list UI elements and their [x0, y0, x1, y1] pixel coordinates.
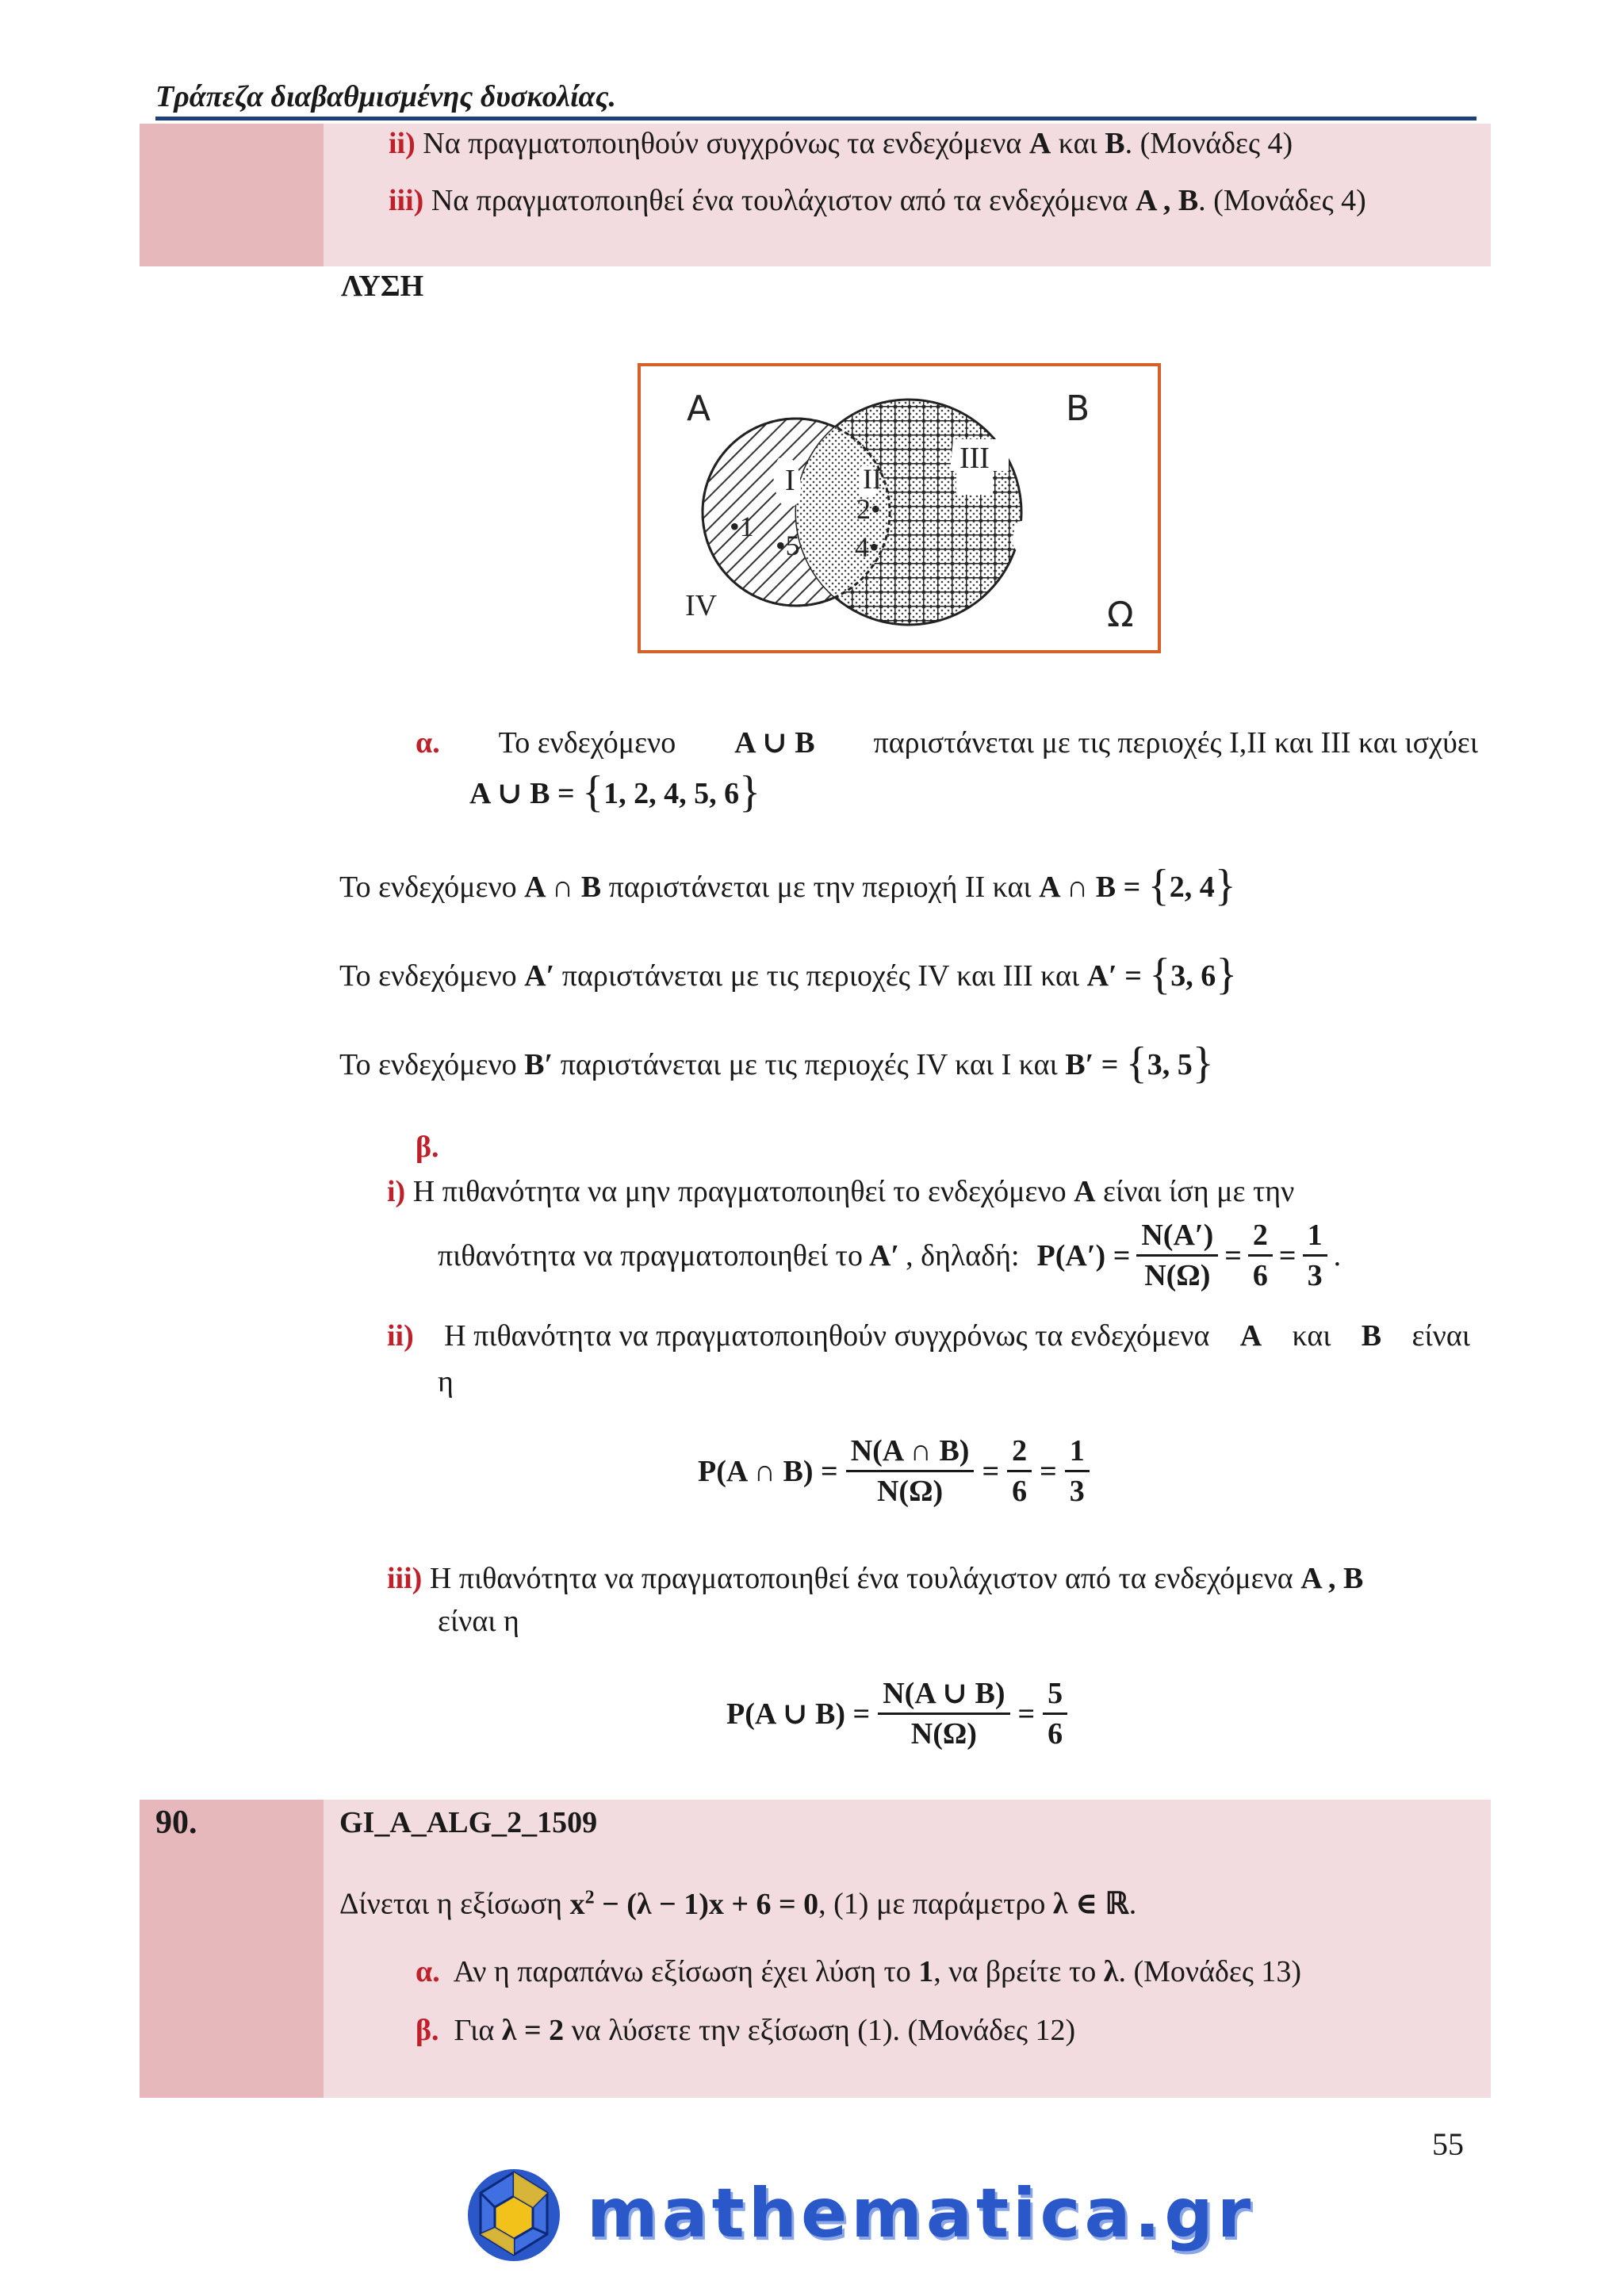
part-b-iii-line2: είναι η — [438, 1605, 519, 1638]
text: και — [1292, 1319, 1331, 1353]
part-b-ii-line1 — [387, 1318, 1470, 1354]
venn-element: •5 — [776, 530, 800, 561]
venn-element: 4• — [855, 531, 879, 563]
union-set-equation: Α ∪ Β = {1, 2, 4, 5, 6} — [469, 767, 760, 817]
b-complement-line: Το ενδεχόμενο Β′ παριστάνεται με τις περιοχές ΙV και Ι και Β′ = {3, 5} — [339, 1039, 1214, 1088]
equation-lhs: P(Α′) = — [1036, 1238, 1131, 1272]
text: Το ενδεχόμενο — [339, 1048, 517, 1081]
symbol: Α′ — [524, 959, 555, 993]
text: Το ενδεχόμενο — [339, 871, 517, 904]
part-label: α. — [416, 726, 440, 760]
fraction: $\frac{1}{3}$ — [1303, 1216, 1327, 1295]
points: . (Μονάδες 13) — [1118, 1955, 1302, 1988]
a-complement-line: Το ενδεχόμενο Α′ παριστάνεται με τις περιοχές ΙV και ΙΙΙ και Α′ = {3, 6} — [339, 950, 1238, 999]
fraction: $\frac{N(A \cap B)}{N(\Omega)}$ — [846, 1432, 975, 1510]
text: Για — [454, 2014, 495, 2047]
problem-code: GI_A_ALG_2_1509 — [339, 1806, 598, 1839]
symbol: Α — [1074, 1175, 1096, 1208]
symbol: Α′ — [868, 1238, 900, 1272]
page-number: 55 — [1432, 2126, 1464, 2162]
text: παριστάνεται με την περιοχή ΙΙ και — [608, 871, 1032, 904]
intersection-probability: P(Α ∩ Β) = $\frac{N(A \cap B)}{N(\Omega)}$ = $\frac{2}{6}$ = $\frac{1}{3}$ — [698, 1432, 1090, 1510]
equation-lhs: Α ∪ Β = — [469, 777, 575, 810]
part-b-label: β. — [416, 1131, 439, 1164]
part-b-iii-line1 — [387, 1560, 1363, 1597]
points: . (Μονάδες 4) — [1198, 184, 1366, 217]
fraction: $\frac{2}{6}$ — [1007, 1432, 1032, 1510]
fraction: $\frac{N(A')}{N(\Omega)}$ — [1136, 1216, 1218, 1295]
running-header: Τράπεζα διαβαθμισμένης δυσκολίας. — [155, 80, 617, 113]
text: Η πιθανότητα να μην πραγματοποιηθεί το ενδεχόμενο — [412, 1175, 1067, 1208]
text: , να βρείτε το — [933, 1955, 1097, 1988]
symbol: Α ∩ Β — [524, 871, 602, 904]
top-item-ii — [389, 125, 1293, 162]
part-b-i-line2: πιθανότητα να πραγματοποιηθεί το Α′ , δηλαδή: P(Α′) = $\frac{N(A')}{N(\Omega)}$ = $\frac{2}{6}$ = $\frac{1}{3}$ . — [438, 1216, 1341, 1295]
set-elements: 3, 5 — [1147, 1048, 1193, 1081]
region-iii-label: III — [959, 442, 990, 475]
solution-heading: ΛΥΣΗ — [341, 270, 424, 303]
region-iv-label: IV — [685, 589, 718, 622]
text: Το ενδεχόμενο — [498, 726, 676, 760]
region-i-label: I — [785, 464, 795, 497]
problem-90-side — [140, 1800, 324, 2098]
parameter: λ ∈ ℝ — [1052, 1887, 1129, 1921]
label-blob — [1013, 520, 1045, 554]
text: παριστάνεται με τις περιοχές ΙV και ΙΙΙ και — [561, 959, 1080, 993]
text: , (1) με παράμετρο — [818, 1887, 1046, 1921]
region-ii-label: II — [863, 463, 882, 495]
set-elements: 3, 6 — [1170, 959, 1216, 993]
symbol: Α , Β — [1135, 184, 1199, 217]
symbol: Α — [1028, 127, 1051, 160]
problem-number: 90. — [155, 1804, 197, 1841]
venn-element: 2• — [856, 493, 881, 525]
polyhedron-logo-icon — [465, 2166, 563, 2264]
text: είναι ίση με την — [1103, 1175, 1295, 1208]
header-rule — [155, 117, 1477, 121]
fraction: $\frac{2}{6}$ — [1248, 1216, 1273, 1295]
item-label: iii) — [389, 184, 424, 217]
text: είναι — [1411, 1319, 1470, 1353]
venn-element: •1 — [730, 511, 754, 542]
symbol: λ = 2 — [501, 2014, 565, 2047]
item-label: ii) — [387, 1319, 414, 1353]
text: πιθανότητα να πραγματοποιηθεί το — [438, 1238, 863, 1272]
set-a-label: A — [687, 388, 711, 429]
venn-diagram — [638, 363, 1161, 655]
text: , δηλαδή: — [906, 1238, 1020, 1272]
text: Αν η παραπάνω εξίσωση έχει λύση το — [453, 1955, 911, 1988]
top-item-iii — [389, 182, 1366, 219]
top-box-side — [140, 124, 324, 266]
item-label: i) — [387, 1175, 406, 1208]
symbol: Α , Β — [1300, 1562, 1364, 1595]
symbol: 1 — [918, 1955, 934, 1988]
equation-lhs: Α ∩ Β = — [1039, 871, 1141, 904]
part-b-ii-line2: η — [438, 1365, 454, 1399]
equation-lhs: P(Α ∪ Β) = — [726, 1697, 871, 1731]
set-elements: 2, 4 — [1169, 871, 1215, 904]
set-elements: 1, 2, 4, 5, 6 — [603, 777, 740, 810]
part-a-line1 — [416, 725, 1478, 761]
part-b-i-line1 — [387, 1173, 1294, 1210]
text: Δίνεται η εξίσωση — [339, 1887, 563, 1921]
problem-part-a — [416, 1954, 1301, 1990]
symbol: λ — [1103, 1955, 1119, 1988]
omega-label: Ω — [1107, 595, 1134, 635]
problem-90-box — [140, 1800, 1491, 2098]
fraction: $\frac{N(A \cup B)}{N(\Omega)}$ — [878, 1674, 1009, 1753]
item-label: iii) — [387, 1562, 423, 1595]
equation-lhs: Α′ = — [1086, 959, 1142, 993]
symbol: Α — [1239, 1319, 1262, 1353]
part-label: α. — [416, 1955, 440, 1988]
symbol: Β — [1105, 127, 1125, 160]
fraction: $\frac{1}{3}$ — [1065, 1432, 1090, 1510]
text: να λύσετε την εξίσωση (1). (Μονάδες 12) — [571, 2014, 1076, 2047]
text: Η πιθανότητα να πραγματοποιηθεί ένα τουλάχιστον από τα ενδεχόμενα — [429, 1562, 1293, 1595]
problem-part-b — [416, 2012, 1075, 2049]
intersection-line: Το ενδεχόμενο Α ∩ Β παριστάνεται με την περιοχή ΙΙ και Α ∩ Β = {2, 4} — [339, 861, 1236, 910]
equation-lhs: P(Α ∩ Β) = — [698, 1454, 838, 1488]
equation-lhs: Β′ = — [1065, 1048, 1119, 1081]
symbol: Β — [1361, 1319, 1382, 1353]
text: παριστάνεται με τις περιοχές ΙV και Ι και — [560, 1048, 1058, 1081]
fraction: $\frac{5}{6}$ — [1043, 1674, 1067, 1753]
item-text: Να πραγματοποιηθούν συγχρόνως τα ενδεχόμενα — [423, 127, 1022, 160]
text: Το ενδεχόμενο — [339, 959, 517, 993]
text: Η πιθανότητα να πραγματοποιηθούν συγχρόνως τα ενδεχόμενα — [444, 1319, 1210, 1353]
part-label: β. — [416, 2014, 439, 2047]
item-text: Να πραγματοποιηθεί ένα τουλάχιστον από τα ενδεχόμενα — [431, 184, 1128, 217]
problem-equation-line — [339, 1879, 1136, 1923]
set-b-label: B — [1066, 388, 1090, 429]
equation: $x^2 - (\lambda - 1)x + 6 = 0$ — [569, 1887, 819, 1921]
symbol: Α ∪ Β — [734, 726, 815, 760]
points: . (Μονάδες 4) — [1124, 127, 1293, 160]
text: παριστάνεται με τις περιοχές Ι,ΙΙ και ΙΙΙ και ισχύει — [873, 726, 1478, 760]
text: . — [1128, 1887, 1137, 1921]
item-label: ii) — [389, 127, 416, 160]
symbol: Β′ — [524, 1048, 553, 1081]
site-logo-text: mathematica.gr — [587, 2174, 1255, 2253]
union-probability: P(Α ∪ Β) = $\frac{N(A \cup B)}{N(\Omega)}$ = $\frac{5}{6}$ — [726, 1674, 1067, 1753]
item-text: και — [1058, 127, 1097, 160]
